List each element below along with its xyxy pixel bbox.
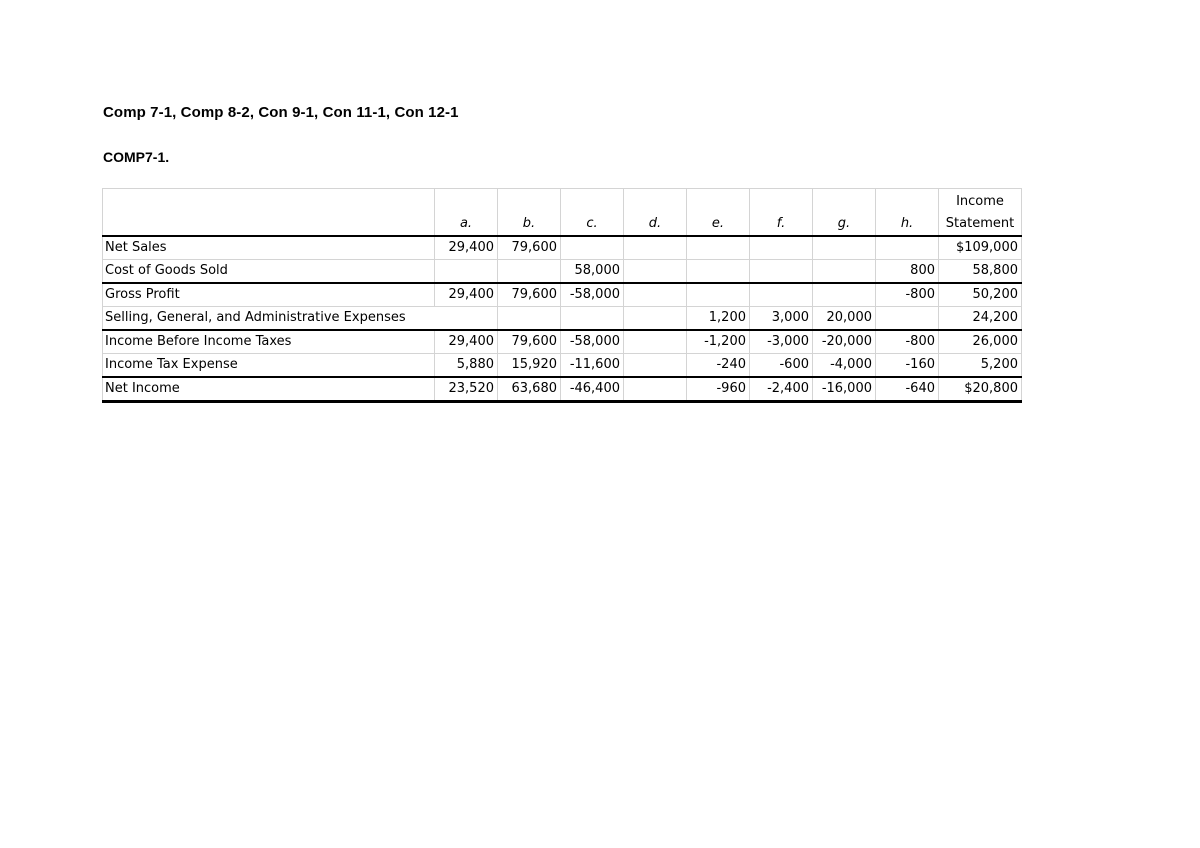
cell: 79,600	[498, 236, 561, 260]
income-header-line1: Income	[956, 194, 1004, 209]
cell: 29,400	[435, 330, 498, 354]
cell: -46,400	[561, 377, 624, 402]
table-row-net-sales	[103, 236, 1022, 260]
row-label: Net Income	[103, 377, 435, 402]
cell	[687, 260, 750, 284]
table-row-net-income	[103, 377, 1022, 402]
cell: -2,400	[750, 377, 813, 402]
cell: -600	[750, 354, 813, 378]
column-header-b: b.	[498, 189, 561, 237]
cell: -58,000	[561, 330, 624, 354]
column-header-a: a.	[435, 189, 498, 237]
cell	[876, 307, 939, 331]
cell: -960	[687, 377, 750, 402]
income-header-line2: Statement	[945, 216, 1015, 231]
column-header-c: c.	[561, 189, 624, 237]
cell	[687, 236, 750, 260]
column-header-g: g.	[813, 189, 876, 237]
cell	[561, 307, 624, 331]
cell: -240	[687, 354, 750, 378]
cell: 29,400	[435, 236, 498, 260]
cell	[687, 283, 750, 307]
column-header-f: f.	[750, 189, 813, 237]
row-label: Selling, General, and Administrative Expenses	[103, 307, 498, 331]
row-label: Cost of Goods Sold	[103, 260, 435, 284]
cell: 1,200	[687, 307, 750, 331]
cell: -3,000	[750, 330, 813, 354]
income-statement-total: 24,200	[939, 307, 1022, 331]
cell	[624, 260, 687, 284]
cell: 58,000	[561, 260, 624, 284]
cell	[624, 236, 687, 260]
cell	[750, 260, 813, 284]
income-statement-total: 58,800	[939, 260, 1022, 284]
column-header-e: e.	[687, 189, 750, 237]
document-title: Comp 7-1, Comp 8-2, Con 9-1, Con 11-1, Con 12-1	[103, 104, 459, 121]
cell: 63,680	[498, 377, 561, 402]
cell: -1,200	[687, 330, 750, 354]
cell	[498, 307, 561, 331]
cell: 3,000	[750, 307, 813, 331]
table-row-income-before-taxes	[103, 330, 1022, 354]
cell	[624, 330, 687, 354]
cell: 5,880	[435, 354, 498, 378]
cell	[750, 236, 813, 260]
cell: -640	[876, 377, 939, 402]
table-row-cost-of-goods-sold	[103, 260, 1022, 284]
column-header-d: d.	[624, 189, 687, 237]
cell	[813, 236, 876, 260]
cell: 79,600	[498, 283, 561, 307]
row-label: Gross Profit	[103, 283, 435, 307]
income-statement-total: 5,200	[939, 354, 1022, 378]
cell	[813, 260, 876, 284]
income-statement-total: $20,800	[939, 377, 1022, 402]
row-label: Income Before Income Taxes	[103, 330, 435, 354]
section-title: COMP7-1.	[103, 149, 170, 165]
cell	[876, 236, 939, 260]
cell: -20,000	[813, 330, 876, 354]
cell: 15,920	[498, 354, 561, 378]
income-statement-total: 50,200	[939, 283, 1022, 307]
cell	[624, 283, 687, 307]
cell	[435, 260, 498, 284]
cell	[750, 283, 813, 307]
cell	[624, 354, 687, 378]
cell: -160	[876, 354, 939, 378]
table-row-income-tax-expense	[103, 354, 1022, 378]
column-header-h: h.	[876, 189, 939, 237]
cell	[624, 377, 687, 402]
row-label: Net Sales	[103, 236, 435, 260]
income-statement-total: 26,000	[939, 330, 1022, 354]
column-header-income-statement	[939, 189, 1022, 237]
header-blank-cell	[103, 189, 435, 237]
cell	[498, 260, 561, 284]
table-row-sga-expenses	[103, 307, 1022, 331]
cell: 29,400	[435, 283, 498, 307]
cell: -4,000	[813, 354, 876, 378]
cell: -16,000	[813, 377, 876, 402]
cell: -800	[876, 330, 939, 354]
row-label: Income Tax Expense	[103, 354, 435, 378]
cell: 20,000	[813, 307, 876, 331]
cell: -11,600	[561, 354, 624, 378]
table-header-row	[103, 189, 1022, 237]
cell	[813, 283, 876, 307]
cell: -800	[876, 283, 939, 307]
cell: 800	[876, 260, 939, 284]
income-statement-total: $109,000	[939, 236, 1022, 260]
cell	[624, 307, 687, 331]
cell: 23,520	[435, 377, 498, 402]
cell: -58,000	[561, 283, 624, 307]
cell	[561, 236, 624, 260]
table-row-gross-profit	[103, 283, 1022, 307]
income-statement-table	[102, 188, 1022, 403]
cell: 79,600	[498, 330, 561, 354]
